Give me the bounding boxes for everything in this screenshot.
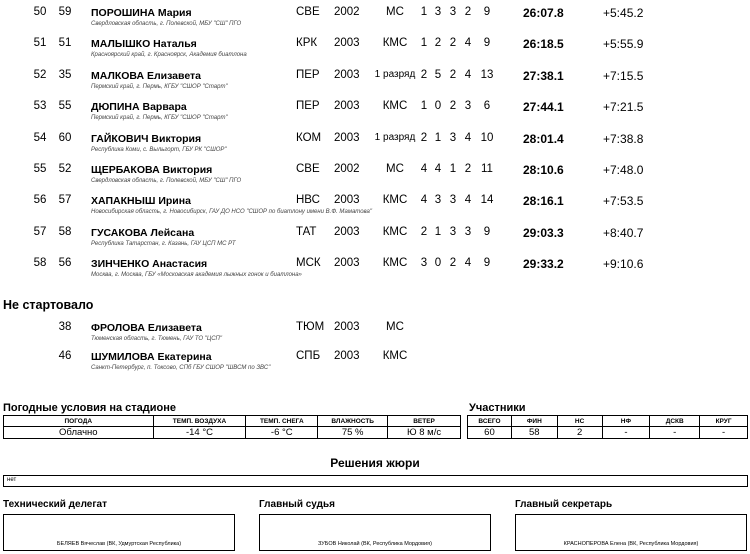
penalty-2: 1 bbox=[434, 225, 442, 238]
time-behind: +9:10.6 bbox=[603, 257, 644, 272]
time-behind: +8:40.7 bbox=[603, 225, 644, 240]
participants-header-cell: НС bbox=[557, 416, 602, 427]
result-row bbox=[0, 223, 750, 254]
participants-header-cell: НФ bbox=[602, 416, 650, 427]
athlete-name: ГАЙКОВИЧ Виктория bbox=[91, 132, 202, 145]
place: 53 bbox=[33, 100, 47, 113]
penalty-1: 4 bbox=[420, 194, 428, 207]
official-name: КРАСНОПЕРОВА Елена (ВК, Республика Мордовия) bbox=[563, 541, 699, 547]
penalty-1: 2 bbox=[420, 68, 428, 81]
participants-value-cell: - bbox=[650, 427, 700, 439]
weather-table bbox=[3, 415, 461, 439]
penalty-3: 3 bbox=[449, 225, 457, 238]
penalty-2: 3 bbox=[434, 194, 442, 207]
qualification: МС bbox=[386, 6, 404, 18]
penalty-2: 3 bbox=[434, 6, 442, 18]
team-code: ТЮМ bbox=[296, 321, 325, 333]
weather-header-cell: ПОГОДА bbox=[4, 416, 154, 427]
penalty-3: 2 bbox=[449, 100, 457, 113]
qualification: КМС bbox=[382, 257, 408, 270]
time-behind: +7:48.0 bbox=[603, 163, 644, 177]
team-code: СВЕ bbox=[296, 6, 320, 18]
result-row bbox=[0, 191, 750, 222]
athlete-name: ШУМИЛОВА Екатерина bbox=[91, 351, 212, 363]
official-name: БЕЛЯЕВ Вячеслав (ВК, Удмуртская Республика) bbox=[56, 541, 182, 547]
athlete-region: Красноярский край, г. Красноярск, Академия биатлона bbox=[91, 52, 247, 59]
bib: 51 bbox=[58, 37, 72, 50]
team-code: ТАТ bbox=[296, 225, 317, 238]
bib: 52 bbox=[58, 163, 72, 175]
participants-value-row bbox=[468, 427, 748, 439]
place: 57 bbox=[33, 225, 47, 238]
penalty-4: 2 bbox=[464, 6, 472, 18]
participants-value-cell: - bbox=[700, 427, 748, 439]
birth-year: 2003 bbox=[334, 350, 360, 362]
weather-title: Погодные условия на стадионе bbox=[3, 402, 177, 414]
athlete-region: Республика Коми, с. Выльгорт, ГБУ РК "СШОР" bbox=[91, 146, 227, 153]
jury-decision-text: нет bbox=[7, 477, 17, 483]
weather-value-row bbox=[4, 427, 461, 439]
birth-year: 2002 bbox=[334, 163, 360, 175]
penalty-3: 2 bbox=[449, 37, 457, 50]
penalty-2: 0 bbox=[434, 257, 442, 270]
qualification: КМС bbox=[382, 37, 408, 50]
penalty-total: 9 bbox=[483, 225, 491, 238]
team-code: НВС bbox=[296, 194, 320, 207]
qualification: 1 разряд bbox=[374, 131, 416, 143]
birth-year: 2003 bbox=[334, 194, 360, 207]
athlete-name: ПОРОШИНА Мария bbox=[91, 7, 192, 19]
penalty-2: 4 bbox=[434, 163, 442, 175]
official-box bbox=[3, 514, 235, 551]
weather-value-cell: -6 °C bbox=[246, 427, 318, 439]
penalty-1: 2 bbox=[420, 225, 428, 238]
penalty-4: 4 bbox=[464, 37, 472, 50]
penalty-4: 4 bbox=[464, 131, 472, 144]
official-box bbox=[259, 514, 491, 551]
finish-time: 27:38.1 bbox=[523, 68, 564, 83]
participants-header-cell: КРУГ bbox=[700, 416, 748, 427]
qualification: КМС bbox=[382, 225, 408, 238]
official-box bbox=[515, 514, 747, 551]
result-row bbox=[0, 160, 750, 191]
place: 56 bbox=[33, 194, 47, 207]
penalty-total: 6 bbox=[483, 100, 491, 113]
athlete-region: Новосибирская область, г. Новосибирск, ГАУ ДО НСО "СШОР по биатлону имени В.Ф. Маматова" bbox=[91, 209, 373, 216]
penalty-4: 3 bbox=[464, 100, 472, 113]
athlete-region: Республика Татарстан, г. Казань, ГАУ ЦСП МС РТ bbox=[91, 240, 236, 247]
participants-value-cell: 2 bbox=[557, 427, 602, 439]
athlete-name: МАЛЫШКО Наталья bbox=[91, 38, 197, 51]
team-code: СВЕ bbox=[296, 163, 320, 175]
qualification: 1 разряд bbox=[374, 68, 416, 80]
jury-decision-box bbox=[3, 475, 748, 487]
official-title: Технический делегат bbox=[3, 499, 107, 510]
penalty-2: 2 bbox=[434, 37, 442, 50]
birth-year: 2003 bbox=[334, 100, 360, 113]
place: 54 bbox=[33, 131, 47, 144]
penalty-1: 1 bbox=[420, 37, 428, 50]
finish-time: 28:10.6 bbox=[523, 163, 564, 177]
result-row bbox=[0, 254, 750, 285]
bib: 35 bbox=[58, 68, 72, 81]
place: 55 bbox=[33, 163, 47, 175]
participants-title: Участники bbox=[469, 402, 526, 414]
participants-header-cell: ВСЕГО bbox=[468, 416, 512, 427]
athlete-name: МАЛКОВА Елизавета bbox=[91, 69, 202, 82]
birth-year: 2003 bbox=[334, 321, 360, 333]
dns-row bbox=[0, 347, 750, 378]
weather-header-cell: ТЕМП. СНЕГА bbox=[246, 416, 318, 427]
result-row bbox=[0, 34, 750, 65]
participants-header-cell: ФИН bbox=[511, 416, 557, 427]
athlete-region: Пермский край, г. Пермь, КГБУ "СШОР "Старт" bbox=[91, 83, 228, 90]
time-behind: +5:55.9 bbox=[603, 37, 644, 52]
penalty-4: 4 bbox=[464, 194, 472, 207]
official-name: ЗУБОВ Николай (ВК, Республика Мордовия) bbox=[318, 541, 432, 547]
penalty-3: 2 bbox=[449, 68, 457, 81]
athlete-name: ФРОЛОВА Елизавета bbox=[91, 322, 202, 334]
penalty-1: 4 bbox=[420, 163, 428, 175]
penalty-3: 1 bbox=[449, 163, 457, 175]
penalty-1: 2 bbox=[420, 131, 428, 144]
place: 52 bbox=[33, 68, 47, 81]
team-code: ПЕР bbox=[296, 68, 320, 81]
penalty-total: 9 bbox=[483, 6, 491, 18]
athlete-name: ДЮПИНА Варвара bbox=[91, 101, 187, 114]
time-behind: +5:45.2 bbox=[603, 6, 644, 20]
athlete-region: Тюменская область, г. Тюмень, ГАУ ТО "ЦСП" bbox=[91, 336, 223, 342]
weather-header-cell: ТЕМП. ВОЗДУХА bbox=[153, 416, 246, 427]
result-row bbox=[0, 129, 750, 160]
time-behind: +7:21.5 bbox=[603, 100, 644, 115]
participants-value-cell: 60 bbox=[468, 427, 512, 439]
weather-header-cell: ВЕТЕР bbox=[388, 416, 461, 427]
weather-value-cell: -14 °C bbox=[153, 427, 246, 439]
penalty-3: 3 bbox=[449, 6, 457, 18]
penalty-4: 4 bbox=[464, 257, 472, 270]
finish-time: 28:01.4 bbox=[523, 131, 564, 146]
penalty-total: 13 bbox=[480, 68, 494, 81]
bib: 59 bbox=[58, 6, 72, 18]
team-code: КРК bbox=[296, 37, 318, 50]
penalty-total: 9 bbox=[483, 37, 491, 50]
penalty-total: 9 bbox=[483, 257, 491, 270]
place: 50 bbox=[33, 6, 47, 18]
penalty-1: 1 bbox=[420, 6, 428, 18]
qualification: МС bbox=[386, 321, 404, 333]
finish-time: 26:18.5 bbox=[523, 37, 564, 52]
penalty-2: 0 bbox=[434, 100, 442, 113]
place: 51 bbox=[33, 37, 47, 50]
bib: 46 bbox=[58, 350, 72, 362]
time-behind: +7:15.5 bbox=[603, 68, 644, 83]
participants-header-cell: ДСКВ bbox=[650, 416, 700, 427]
finish-time: 28:16.1 bbox=[523, 194, 564, 209]
athlete-name: ГУСАКОВА Лейсана bbox=[91, 226, 195, 239]
participants-table bbox=[467, 415, 748, 439]
bib: 38 bbox=[58, 321, 72, 333]
bib: 56 bbox=[58, 257, 72, 270]
athlete-region: Санкт-Петербург, п. Токсово, СПб ГБУ СШОР "ШВСМ по ЗВС" bbox=[91, 365, 271, 371]
birth-year: 2003 bbox=[334, 257, 360, 270]
penalty-1: 3 bbox=[420, 257, 428, 270]
result-row bbox=[0, 97, 750, 128]
athlete-name: ЗИНЧЕНКО Анастасия bbox=[91, 258, 208, 271]
penalty-3: 3 bbox=[449, 131, 457, 144]
penalty-3: 3 bbox=[449, 194, 457, 207]
weather-header-cell: ВЛАЖНОСТЬ bbox=[318, 416, 388, 427]
weather-value-cell: 75 % bbox=[318, 427, 388, 439]
qualification: МС bbox=[386, 163, 404, 175]
birth-year: 2003 bbox=[334, 225, 360, 238]
time-behind: +7:53.5 bbox=[603, 194, 644, 209]
weather-value-cell: Ю 8 м/с bbox=[388, 427, 461, 439]
official-title: Главный судья bbox=[259, 499, 335, 510]
finish-time: 27:44.1 bbox=[523, 100, 564, 115]
finish-time: 26:07.8 bbox=[523, 6, 564, 20]
bib: 58 bbox=[58, 225, 72, 238]
penalty-total: 11 bbox=[481, 163, 493, 175]
bib: 55 bbox=[58, 100, 72, 113]
participants-header-row bbox=[468, 416, 748, 427]
athlete-region: Москва, г. Москва, ГБУ «Московская академия лыжных гонок и биатлона» bbox=[91, 272, 302, 279]
athlete-region: Пермский край, г. Пермь, КГБУ "СШОР "Старт" bbox=[91, 115, 228, 122]
dns-title: Не стартовало bbox=[3, 298, 94, 312]
athlete-region: Свердловская область, г. Полевской, МБУ "СШ" ПГО bbox=[91, 178, 242, 184]
team-code: МСК bbox=[296, 257, 321, 270]
participants-value-cell: - bbox=[602, 427, 650, 439]
penalty-2: 5 bbox=[434, 68, 442, 81]
athlete-name: ХАПАКНЫШ Ирина bbox=[91, 195, 191, 208]
athlete-region: Свердловская область, г. Полевской, МБУ "СШ" ПГО bbox=[91, 21, 242, 27]
birth-year: 2003 bbox=[334, 68, 360, 81]
penalty-total: 14 bbox=[480, 194, 494, 207]
official-title: Главный секретарь bbox=[515, 499, 613, 510]
finish-time: 29:33.2 bbox=[523, 257, 564, 272]
bib: 57 bbox=[58, 194, 72, 207]
penalty-1: 1 bbox=[420, 100, 428, 113]
birth-year: 2002 bbox=[334, 6, 360, 18]
result-row bbox=[0, 66, 750, 97]
birth-year: 2003 bbox=[334, 131, 360, 144]
penalty-3: 2 bbox=[449, 257, 457, 270]
penalty-total: 10 bbox=[480, 131, 494, 144]
weather-value-cell: Облачно bbox=[4, 427, 154, 439]
team-code: СПБ bbox=[296, 350, 321, 362]
team-code: ПЕР bbox=[296, 100, 320, 113]
team-code: КОМ bbox=[296, 131, 322, 144]
qualification: КМС bbox=[382, 194, 408, 207]
athlete-name: ЩЕРБАКОВА Виктория bbox=[91, 164, 213, 176]
dns-row bbox=[0, 318, 750, 349]
participants-value-cell: 58 bbox=[511, 427, 557, 439]
penalty-4: 2 bbox=[464, 163, 472, 175]
time-behind: +7:38.8 bbox=[603, 131, 644, 146]
weather-header-row bbox=[4, 416, 461, 427]
place: 58 bbox=[33, 257, 47, 270]
penalty-2: 1 bbox=[434, 131, 442, 144]
birth-year: 2003 bbox=[334, 37, 360, 50]
penalty-4: 3 bbox=[464, 225, 472, 238]
result-row bbox=[0, 3, 750, 34]
penalty-4: 4 bbox=[464, 68, 472, 81]
jury-title: Решения жюри bbox=[330, 456, 420, 470]
qualification: КМС bbox=[382, 350, 408, 362]
qualification: КМС bbox=[382, 100, 408, 113]
finish-time: 29:03.3 bbox=[523, 225, 564, 240]
bib: 60 bbox=[58, 131, 72, 144]
